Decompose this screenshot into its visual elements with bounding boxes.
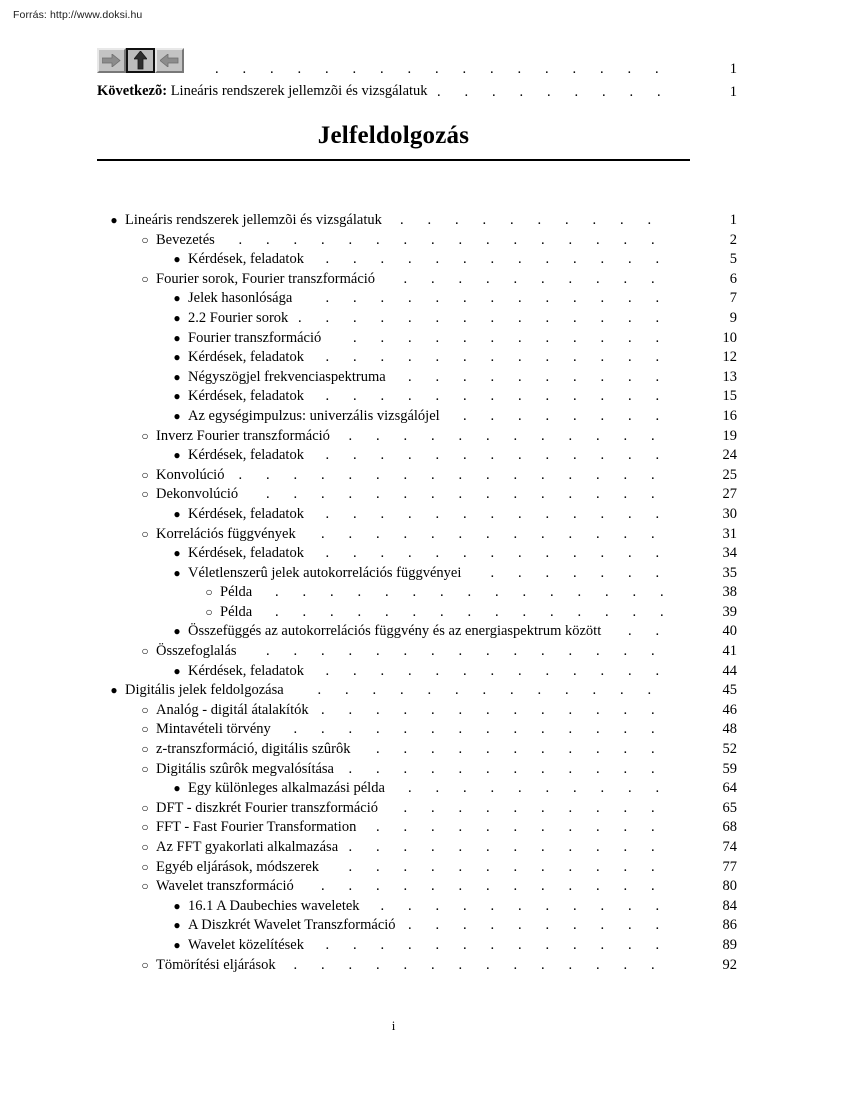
toc-entry[interactable] — [97, 583, 737, 603]
bullet-hollow-icon: ○ — [141, 840, 149, 854]
bullet-filled-icon: ● — [173, 330, 181, 345]
toc-entry-label[interactable]: Digitális jelek feldolgozása — [125, 681, 291, 701]
bullet-filled-icon: ● — [173, 310, 181, 325]
toc-entry-label[interactable]: Négyszögjel frekvenciaspektruma — [188, 368, 393, 388]
toc-entry-label[interactable]: Wavelet transzformáció — [156, 877, 301, 897]
bullet-hollow-icon: ○ — [205, 604, 213, 619]
leader-dots: . . . . . . . . . . . . . — [325, 505, 660, 522]
toc-entry-label[interactable]: Mintavételi törvény — [156, 720, 278, 740]
toc-entry[interactable] — [97, 799, 737, 819]
leader-dots: . . . . . . . . . . . . . . — [293, 721, 655, 738]
bullet-hollow-icon: ○ — [141, 859, 149, 874]
toc-entry-label[interactable]: Az FFT gyakorlati alkalmazása — [156, 838, 345, 858]
bullet-filled-icon: ● — [173, 781, 181, 796]
leader-dots: . . . . . . . . . . . . . . — [293, 956, 655, 973]
leader-dots: . . . . . . . — [490, 564, 660, 581]
leader-dots: . . . . . . . . . . . . . — [325, 251, 660, 268]
toc-entry-label[interactable]: Példa — [220, 583, 259, 603]
bullet-filled-icon: ● — [173, 252, 181, 267]
leader-dots: . . . . . . . . . . . . . — [321, 701, 655, 718]
toc-entry-page-number: 74 — [722, 839, 737, 855]
toc-entry-label[interactable]: Fourier sorok, Fourier transzformáció — [156, 270, 382, 290]
toc-entry-page-number: 41 — [722, 643, 737, 660]
leader-dots: . . . . . . . . . . . . . — [317, 682, 652, 699]
toc-entry[interactable] — [97, 779, 737, 799]
toc-entry-page-number: 13 — [722, 368, 737, 385]
leader-dots: . . . . . . . . . . . . . . . . — [238, 231, 655, 248]
toc-entry[interactable] — [97, 740, 737, 760]
page-title: Jelfeldolgozás — [317, 122, 470, 149]
toc-entry-page-number: 39 — [722, 603, 737, 620]
toc-entry[interactable] — [97, 544, 737, 564]
toc-entry-page-number: 86 — [722, 917, 737, 934]
toc-entry-page-number: 19 — [722, 427, 737, 444]
toc-entry-page-number: 59 — [722, 760, 737, 777]
toc-entry-label[interactable]: Bevezetés — [156, 231, 222, 251]
leader-dots: . . . . . . . . . — [437, 84, 661, 100]
toc-entry[interactable] — [97, 427, 737, 447]
leader-dots: . . . . . . . . . . — [408, 917, 660, 934]
toc-entry[interactable] — [97, 446, 737, 466]
bullet-hollow-icon: ○ — [141, 467, 149, 482]
toc-entry-label[interactable]: Összefoglalás — [156, 642, 244, 662]
toc-entry[interactable] — [97, 897, 737, 917]
leader-dots: . . . . . . . . . . . . . — [325, 388, 660, 405]
toc-entry[interactable] — [97, 603, 737, 623]
leader-dots: . . . . . . . . . . — [408, 780, 660, 797]
toc-entry-label[interactable]: Kérdések, feladatok — [188, 250, 311, 270]
toc-entry[interactable] — [97, 838, 737, 858]
leader-dots: . . . . . . . . . . . . — [353, 329, 660, 346]
leader-dots: . . . . . . . . . . . . . — [325, 936, 660, 953]
table-of-contents — [97, 211, 737, 975]
toc-entry-page-number: 10 — [722, 329, 737, 346]
toc-entry-page-number: 38 — [722, 584, 737, 601]
leader-dots: . . . . . . . . . . . . . — [325, 447, 660, 464]
toc-entry-label[interactable]: Kérdések, feladatok — [188, 348, 311, 368]
leader-dots: . . . . . . . . . . . — [376, 741, 655, 758]
bullet-hollow-icon: ○ — [141, 742, 149, 757]
leader-dots: . . . . . . . . . . . . — [348, 427, 655, 444]
toc-entry[interactable] — [97, 368, 737, 388]
next-link-row[interactable] — [97, 82, 737, 102]
bullet-hollow-icon: ○ — [141, 428, 149, 443]
toc-entry-label[interactable]: Véletlenszerû jelek autokorrelációs függvényei — [188, 564, 468, 584]
toc-entry-label[interactable]: Digitális szûrôk megvalósítása — [156, 760, 341, 780]
toc-entry-label[interactable]: 16.1 A Daubechies waveletek — [188, 897, 367, 917]
leader-dots: . . . . . . . . . . . . . . . — [275, 603, 664, 620]
bullet-hollow-icon: ○ — [141, 761, 149, 776]
bullet-filled-icon: ● — [173, 291, 181, 306]
toc-entry-label[interactable]: Korrelációs függvények — [156, 525, 303, 545]
toc-entry-page-number: 2 — [729, 231, 737, 248]
leader-dots: . . . . . . . . . . . . . — [321, 525, 655, 542]
toc-entry-page-number: 65 — [722, 799, 737, 816]
bullet-filled-icon: ● — [110, 683, 118, 698]
toc-entry-label[interactable]: Fourier transzformáció — [188, 329, 328, 349]
toc-entry-label[interactable]: Egy különleges alkalmazási példa — [188, 779, 392, 799]
toc-entry[interactable] — [97, 760, 737, 780]
toc-entry-label[interactable]: Kérdések, feladatok — [188, 662, 311, 682]
leader-dots: . . . . . . . . . . . . . . . — [266, 486, 655, 503]
bullet-filled-icon: ● — [173, 918, 181, 933]
bullet-filled-icon: ● — [173, 408, 181, 423]
toc-entry[interactable] — [97, 525, 737, 545]
leader-dots: . . . . . . . . . . . . — [348, 858, 655, 875]
bullet-hollow-icon: ○ — [141, 722, 149, 737]
leader-dots: . . . . . . . . . . . . . — [325, 290, 660, 307]
bullet-hollow-icon: ○ — [141, 957, 149, 972]
toc-entry-page-number: 16 — [722, 407, 737, 424]
toc-entry[interactable] — [97, 916, 737, 936]
toc-entry-page-number: 45 — [722, 682, 737, 699]
toc-entry-page-number: 48 — [722, 721, 737, 738]
leader-dots: . . . . . . . . . . . . . . — [298, 309, 660, 326]
bullet-hollow-icon: ○ — [141, 232, 149, 247]
bullet-filled-icon: ● — [173, 937, 181, 952]
toc-entry-page-number: 35 — [722, 564, 737, 581]
leader-dots: . . . . . . . . . . — [408, 368, 660, 385]
bullet-filled-icon: ● — [173, 624, 181, 639]
bullet-hollow-icon: ○ — [141, 879, 149, 894]
bullet-filled-icon: ● — [173, 546, 181, 561]
toc-entry-label[interactable]: Analóg - digitál átalakítók — [156, 701, 316, 721]
toc-entry-label[interactable]: Az egységimpulzus: univerzális vizsgálójel — [188, 407, 447, 427]
toc-entry[interactable] — [97, 701, 737, 721]
footer-page-marker: i — [391, 1018, 396, 1033]
toc-entry-label[interactable]: Tömörítési eljárások — [156, 956, 283, 976]
toc-entry-label[interactable]: z-transzformáció, digitális szûrôk — [156, 740, 357, 760]
bullet-hollow-icon: ○ — [205, 585, 213, 600]
title-divider — [97, 159, 690, 161]
toc-entry-label[interactable]: A Diszkrét Wavelet Transzformáció — [188, 916, 403, 936]
leader-dots: . . . . . . . . . . — [403, 270, 655, 287]
toc-entry[interactable] — [97, 309, 737, 329]
toc-entry-label[interactable]: Összefüggés az autokorrelációs függvény és az energiaspektrum között — [188, 622, 608, 642]
bullet-hollow-icon: ○ — [141, 644, 149, 659]
toc-entry[interactable] — [97, 720, 737, 740]
leader-dots: . . . . . . . . . . . . . . . — [266, 643, 655, 660]
toc-entry-page-number: 34 — [722, 545, 737, 562]
toc-entry-page-number: 89 — [722, 936, 737, 953]
leader-dots: . . . . . . . . . . . . . — [325, 349, 660, 366]
toolbar-page-number: 1 — [729, 61, 737, 77]
toc-entry[interactable] — [97, 231, 737, 251]
toc-entry-label[interactable]: Dekonvolúció — [156, 485, 245, 505]
toc-entry[interactable] — [97, 485, 737, 505]
bullet-filled-icon: ● — [173, 663, 181, 678]
toc-entry-page-number: 27 — [722, 486, 737, 503]
toc-entry-page-number: 84 — [722, 897, 737, 914]
leader-dots: . . . . . . . . . . . . . — [325, 662, 660, 679]
toc-entry-page-number: 80 — [722, 878, 737, 895]
toc-entry-page-number: 24 — [722, 447, 737, 464]
toc-entry-label[interactable]: 2.2 Fourier sorok — [188, 309, 295, 329]
source-watermark: Forrás: http://www.doksi.hu — [13, 9, 143, 21]
toc-entry-page-number: 64 — [722, 780, 737, 797]
toc-entry[interactable] — [97, 936, 737, 956]
toc-entry-label[interactable]: Kérdések, feladatok — [188, 544, 311, 564]
next-label: Következõ: — [97, 83, 168, 99]
toc-entry-label[interactable]: Inverz Fourier transzformáció — [156, 427, 337, 447]
leader-dots: . . . . . . . . — [463, 407, 660, 424]
toc-entry[interactable] — [97, 642, 737, 662]
toc-entry-label[interactable]: Jelek hasonlósága — [188, 289, 299, 309]
leader-dots: . . . . . . . . . . . . — [348, 839, 655, 855]
toc-entry[interactable] — [97, 681, 737, 701]
toc-entry[interactable] — [97, 662, 737, 682]
toc-entry[interactable] — [97, 387, 737, 407]
toc-entry-page-number: 46 — [722, 701, 737, 718]
toc-entry-page-number: 12 — [722, 349, 737, 366]
toc-entry[interactable] — [97, 348, 737, 368]
document-page — [97, 0, 737, 1100]
toc-entry-page-number: 44 — [722, 662, 737, 679]
leader-dots: . . . . . . . . . . . — [380, 897, 660, 914]
toc-entry-page-number: 25 — [722, 466, 737, 483]
toc-entry[interactable] — [97, 877, 737, 897]
bullet-hollow-icon: ○ — [141, 487, 149, 502]
leader-dots: . . . . . . . . . . . . — [348, 760, 655, 777]
bullet-filled-icon: ● — [173, 898, 181, 913]
toc-entry-label[interactable]: FFT - Fast Fourier Transformation — [156, 818, 363, 838]
leader-dots: . . — [628, 623, 660, 640]
leader-dots: . . . . . . . . . . . — [376, 819, 655, 836]
toolbar-leader-row — [97, 59, 737, 79]
toc-entry-page-number: 5 — [729, 251, 737, 268]
toc-entry-page-number: 7 — [729, 290, 737, 307]
toc-entry[interactable] — [97, 622, 737, 642]
bullet-hollow-icon: ○ — [141, 702, 149, 717]
toc-entry[interactable] — [97, 956, 737, 976]
next-link-text[interactable] — [97, 82, 435, 102]
toc-entry-page-number: 15 — [722, 388, 737, 405]
toc-entry[interactable] — [97, 329, 737, 349]
leader-dots: . . . . . . . . . . . . . . . — [275, 584, 664, 601]
bullet-filled-icon: ● — [110, 213, 118, 227]
toc-entry[interactable] — [97, 270, 737, 290]
bullet-filled-icon: ● — [173, 448, 181, 463]
toc-entry-label[interactable]: Egyéb eljárások, módszerek — [156, 858, 326, 878]
toc-entry-label[interactable]: DFT - diszkrét Fourier transzformáció — [156, 799, 385, 819]
toc-entry-page-number: 6 — [729, 270, 737, 287]
toc-entry[interactable] — [97, 564, 737, 584]
leader-dots: . . . . . . . . . . . . . — [321, 878, 655, 895]
next-page-number: 1 — [729, 84, 737, 100]
bullet-hollow-icon: ○ — [141, 820, 149, 835]
toc-entry[interactable] — [97, 407, 737, 427]
bullet-hollow-icon: ○ — [141, 526, 149, 541]
toc-entry[interactable] — [97, 505, 737, 525]
bullet-filled-icon: ● — [173, 350, 181, 365]
toc-entry-label[interactable]: Példa — [220, 603, 259, 623]
toc-entry-page-number: 52 — [722, 741, 737, 758]
bullet-filled-icon: ● — [173, 565, 181, 580]
toc-entry[interactable] — [97, 211, 737, 231]
bullet-filled-icon: ● — [173, 369, 181, 384]
toc-entry[interactable] — [97, 289, 737, 309]
toc-entry-label[interactable]: Lineáris rendszerek jellemzõi és vizsgálatuk — [125, 211, 389, 231]
toc-entry-page-number: 40 — [722, 623, 737, 640]
leader-dots: . . . . . . . . . . . . . . . . . — [215, 61, 659, 77]
toc-entry-page-number: 92 — [722, 956, 737, 973]
bullet-hollow-icon: ○ — [141, 800, 149, 815]
leader-dots: . . . . . . . . . . — [400, 212, 652, 228]
toc-entry-page-number: 31 — [722, 525, 737, 542]
toc-entry-page-number: 9 — [729, 309, 737, 326]
bullet-hollow-icon: ○ — [141, 271, 149, 286]
next-title: Lineáris rendszerek jellemzõi és vizsgálatuk — [170, 83, 428, 99]
toc-entry-page-number: 1 — [729, 212, 737, 228]
toc-entry-label[interactable]: Kérdések, feladatok — [188, 505, 311, 525]
toc-entry-page-number: 30 — [722, 505, 737, 522]
toc-entry-label[interactable]: Konvolúció — [156, 466, 231, 486]
toc-entry[interactable] — [97, 250, 737, 270]
leader-dots: . . . . . . . . . . . . . . . . — [238, 466, 655, 483]
toc-entry[interactable] — [97, 818, 737, 838]
toc-entry-page-number: 77 — [722, 858, 737, 875]
bullet-filled-icon: ● — [173, 506, 181, 521]
toc-entry-label[interactable]: Kérdések, feladatok — [188, 387, 311, 407]
toc-entry-label[interactable]: Kérdések, feladatok — [188, 446, 311, 466]
toc-entry-page-number: 68 — [722, 819, 737, 836]
toc-entry-label[interactable]: Wavelet közelítések — [188, 936, 311, 956]
bullet-filled-icon: ● — [173, 389, 181, 404]
leader-dots: . . . . . . . . . . . . . — [325, 545, 660, 562]
toc-entry[interactable] — [97, 858, 737, 878]
leader-dots: . . . . . . . . . . — [403, 799, 655, 816]
toc-entry[interactable] — [97, 466, 737, 486]
